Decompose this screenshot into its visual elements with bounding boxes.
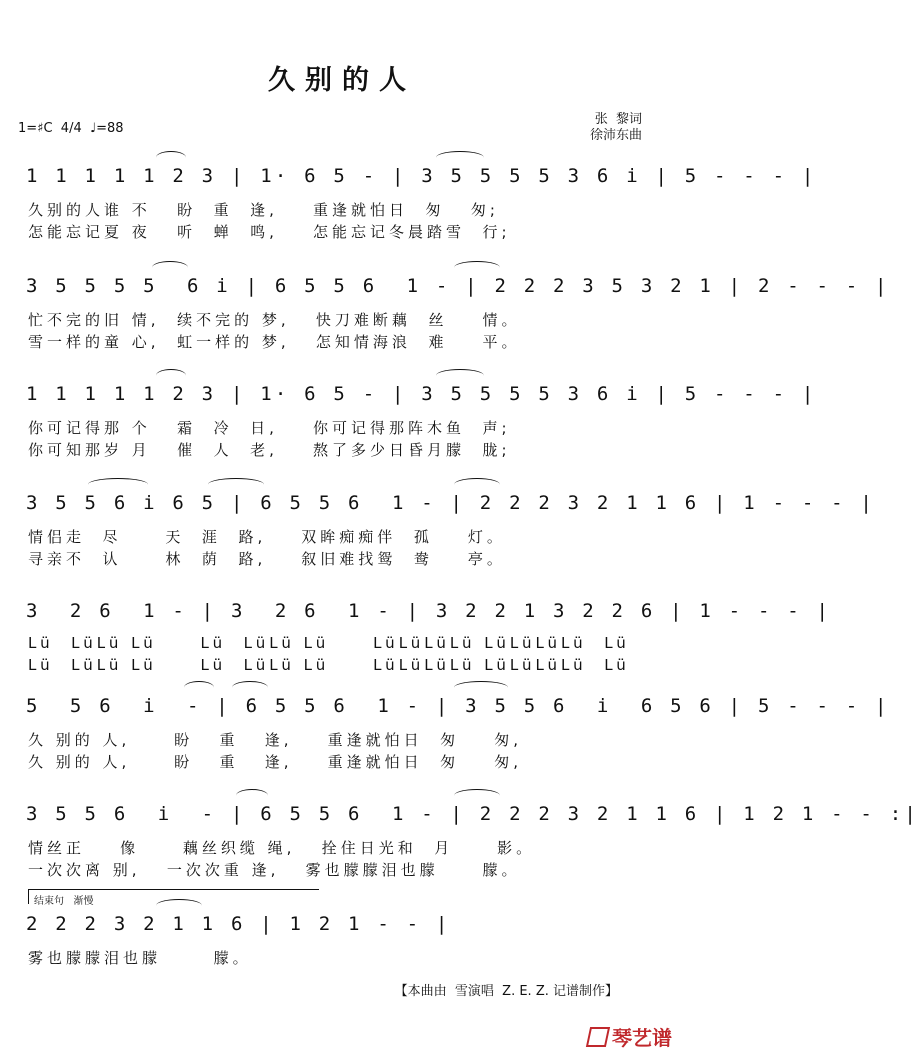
lyric-verse-2: 你可知那岁 月 催 人 老, 熬了多少日昏月朦 胧; (28, 441, 511, 459)
note-line: 3 5 5 6 i - | 6 5 5 6 1 - | 2 2 2 3 2 1 1 6 | 1 2 1 - - :| (26, 803, 919, 825)
note-line: 3 5 5 6 i 6 5 | 6 5 5 6 1 - | 2 2 2 3 2 1 1 6 | 1 - - - | (26, 492, 876, 514)
lyric-verse-1: Lü LüLü Lü Lü LüLü Lü LüLüLüLü LüLüLüLü Lü (28, 634, 630, 652)
logo-icon (586, 1027, 610, 1047)
slur (454, 478, 500, 491)
lyric-verse-1: 情侣走 尽 天 涯 路, 双眸痴痴伴 孤 灯。 (28, 528, 506, 546)
footer-credit: 【本曲由 雪演唱 Z. E. Z. 记谱制作】 (394, 984, 618, 999)
lyric-verse-2: 怎能忘记夏 夜 听 蝉 鸣, 怎能忘记冬晨踏雪 行; (28, 223, 511, 241)
lyricist-credit: 张 黎词 (594, 112, 642, 127)
note-line: 1 1 1 1 1 2 3 | 1· 6 5 - | 3 5 5 5 5 3 6 i | 5 - - - | (26, 165, 817, 187)
note-line: 2 2 2 3 2 1 1 6 | 1 2 1 - - | (26, 913, 451, 935)
lyric-verse-2: Lü LüLü Lü Lü LüLü Lü LüLüLüLü LüLüLüLü Lü (28, 656, 630, 674)
composer-credit: 徐沛东曲 (589, 128, 642, 143)
note-line: 3 2 6 1 - | 3 2 6 1 - | 3 2 2 1 3 2 2 6 | 1 - - - | (26, 600, 832, 622)
key-signature: 1=♯C 4/4 ♩=88 (18, 121, 124, 136)
note-line: 1 1 1 1 1 2 3 | 1· 6 5 - | 3 5 5 5 5 3 6 i | 5 - - - | (26, 383, 817, 405)
slur (152, 261, 188, 274)
watermark-text: 琴艺谱 (612, 1026, 672, 1050)
lyric-verse-1: 雾也朦朦泪也朦 朦。 (28, 949, 252, 967)
slur (454, 261, 500, 274)
slur (236, 789, 268, 802)
lyric-verse-1: 久 别的 人, 盼 重 逢, 重逢就怕日 匆 匆, (28, 731, 522, 749)
slur (208, 478, 264, 491)
page-title: 久别的人 (268, 65, 416, 96)
note-line: 5 5 6 i - | 6 5 5 6 1 - | 3 5 5 6 i 6 5 6 | 5 - - - | (26, 695, 890, 717)
slur (436, 369, 484, 382)
lyric-verse-1: 忙不完的旧 情, 续不完的 梦, 快刀难断藕 丝 情。 (28, 311, 521, 329)
slur (156, 151, 186, 164)
lyric-verse-2: 一次次离 别, 一次次重 逢, 雾也朦朦泪也朦 朦。 (28, 861, 521, 879)
lyric-verse-2: 寻亲不 认 林 荫 路, 叙旧难找鸳 鸯 亭。 (28, 550, 506, 568)
slur (454, 681, 508, 694)
slur (88, 478, 148, 491)
coda-label: 结束句 渐慢 (34, 896, 94, 907)
slur (184, 681, 214, 694)
slur (232, 681, 268, 694)
lyric-verse-1: 情丝正 像 藕丝织缆 绳, 拴住日光和 月 影。 (28, 839, 536, 857)
lyric-verse-2: 久 别的 人, 盼 重 逢, 重逢就怕日 匆 匆, (28, 753, 522, 771)
slur (436, 151, 484, 164)
lyric-verse-1: 久别的人谁 不 盼 重 逢, 重逢就怕日 匆 匆; (28, 201, 499, 219)
slur (156, 369, 186, 382)
slur (454, 789, 500, 802)
slur (156, 899, 202, 912)
note-line: 3 5 5 5 5 6 i | 6 5 5 6 1 - | 2 2 2 3 5 3 2 1 | 2 - - - | (26, 275, 890, 297)
watermark-logo (588, 1022, 672, 1051)
lyric-verse-1: 你可记得那 个 霜 冷 日, 你可记得那阵木鱼 声; (28, 419, 511, 437)
lyric-verse-2: 雪一样的童 心, 虹一样的 梦, 怎知情海浪 难 平。 (28, 333, 521, 351)
